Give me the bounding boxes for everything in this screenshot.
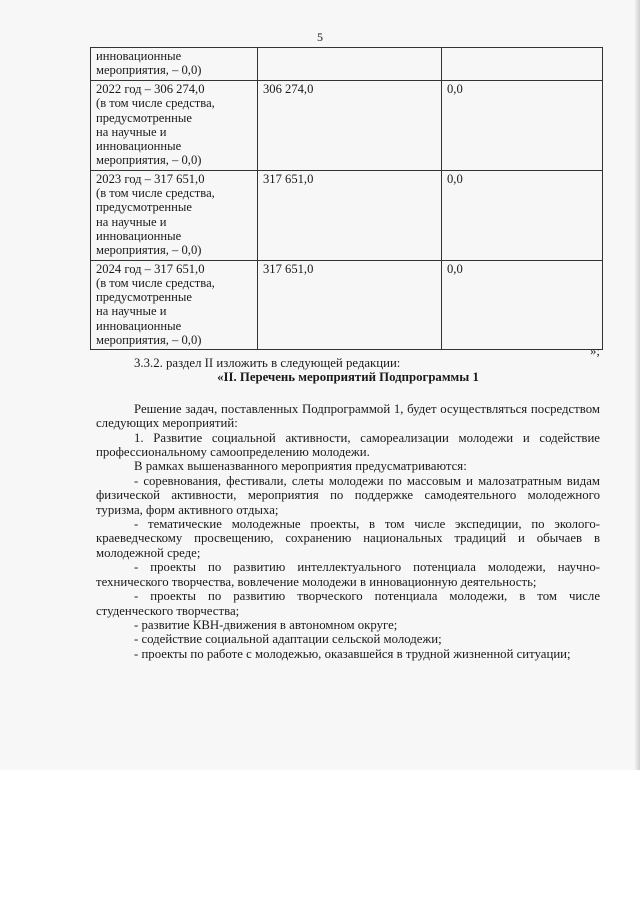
table-cell-amount: 317 651,0 xyxy=(258,170,442,260)
table-cell-other xyxy=(442,48,603,81)
closing-quote: »; xyxy=(590,344,600,358)
list-item: - проекты по развитию интеллектуального потенциала молодежи, научно-технического творчества, вовлечение молодежи в инновационную деятельность; xyxy=(96,560,600,589)
list-item: - тематические молодежные проекты, в том числе экспедиции, по эколого-краеведческому просвещению, сохранению национальных традиций и обычаев в молодежной среде; xyxy=(96,517,600,560)
table-cell-other: 0,0 xyxy=(442,170,603,260)
table-row xyxy=(91,81,603,171)
table-row xyxy=(91,260,603,350)
list-item: - содействие социальной адаптации сельской молодежи; xyxy=(134,632,442,647)
table-cell-amount: 306 274,0 xyxy=(258,81,442,171)
section-title: «II. Перечень мероприятий Подпрограммы 1 xyxy=(217,370,479,385)
table-cell-amount: 317 651,0 xyxy=(258,260,442,350)
table-cell-other: 0,0 xyxy=(442,81,603,171)
table-row xyxy=(91,48,603,81)
paragraph: 1. Развитие социальной активности, самореализации молодежи и содействие профессиональному самоопределению молодежи. xyxy=(96,430,600,460)
paragraph: Решение задач, поставленных Подпрограммой 1, будет осуществляться посредством следующих мероприятий: xyxy=(96,401,600,431)
list-item: - проекты по развитию творческого потенциала молодежи, в том числе студенческого творчества; xyxy=(96,589,600,618)
table-cell-period: 2024 год – 317 651,0 (в том числе средства, предусмотренные на научные и инновационные мероприятия, – 0,0) xyxy=(91,260,258,350)
amendment-item: 3.3.2. раздел II изложить в следующей редакции: xyxy=(134,356,401,370)
document-body xyxy=(96,356,600,661)
table-cell-period: инновационные мероприятия, – 0,0) xyxy=(91,48,258,81)
table-cell-period: 2022 год – 306 274,0 (в том числе средства, предусмотренные на научные и инновационные мероприятия, – 0,0) xyxy=(91,81,258,171)
table-row xyxy=(91,170,603,260)
list-item: - проекты по работе с молодежью, оказавшейся в трудной жизненной ситуации; xyxy=(134,646,571,661)
list-item: - развитие КВН-движения в автономном округе; xyxy=(134,617,398,632)
table-cell-amount xyxy=(258,48,442,81)
paragraph: В рамках вышеназванного мероприятия предусматриваются: xyxy=(134,459,467,474)
page-number: 5 xyxy=(317,30,323,44)
table-cell-period: 2023 год – 317 651,0 (в том числе средства, предусмотренные на научные и инновационные мероприятия, – 0,0) xyxy=(91,170,258,260)
list-item: - соревнования, фестивали, слеты молодежи по массовым и малозатратным видам физической активности, мероприятия по поддержке самодеятельного молодежного туризма, форм активного отдыха; xyxy=(96,473,600,517)
table-cell-other: 0,0 xyxy=(442,260,603,350)
funding-table xyxy=(90,47,603,350)
